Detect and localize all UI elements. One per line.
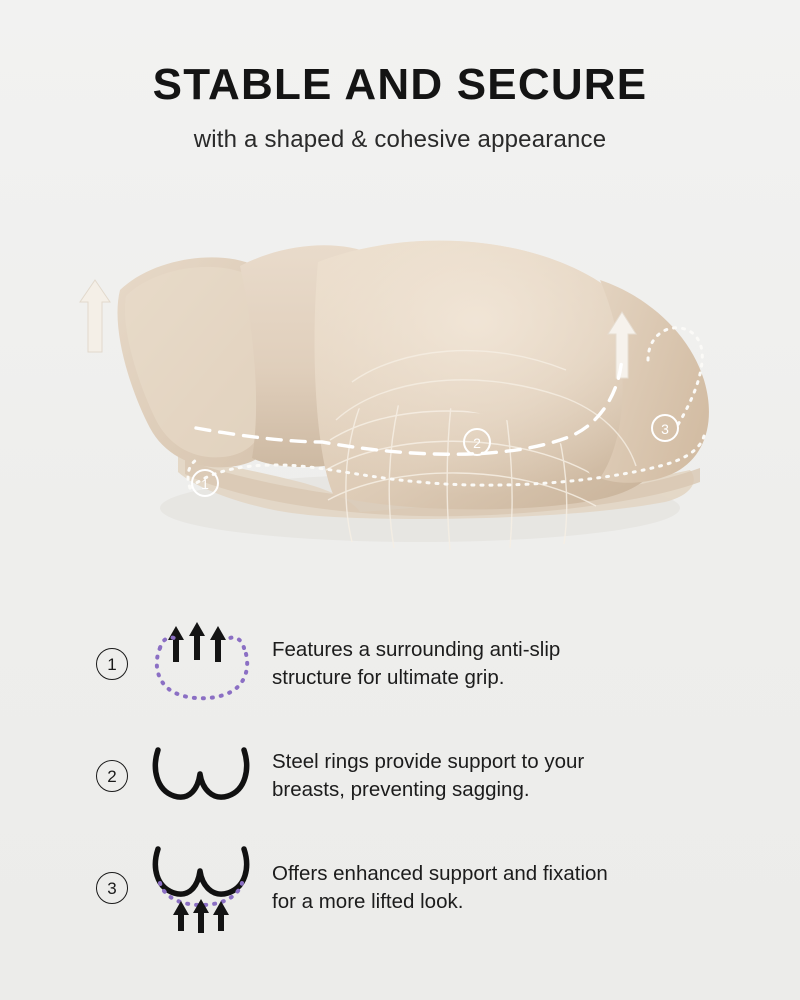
feature-text-line: Offers enhanced support and fixation: [272, 862, 608, 886]
list-item: [0, 608, 800, 720]
feature-text: [272, 860, 608, 915]
svg-text:2: 2: [473, 435, 481, 452]
lifted-support-cups-icon: [132, 840, 272, 936]
list-item: [0, 720, 800, 832]
page-subtitle: with a shaped & cohesive appearance: [193, 126, 607, 154]
feature-number: [92, 760, 132, 792]
feature-text-line: breasts, preventing sagging.: [272, 778, 530, 801]
feature-text-line: Features a surrounding anti-slip: [272, 638, 561, 662]
feature-number-badge: 2: [96, 760, 128, 792]
feature-number: [92, 872, 132, 904]
list-item: [0, 832, 800, 944]
steel-ring-cups-icon: [132, 728, 272, 824]
feature-number-badge: 1: [96, 648, 128, 680]
feature-list: [0, 608, 800, 944]
header: [0, 0, 800, 154]
anti-slip-arrows-icon: [132, 616, 272, 712]
page-title: STABLE AND SECURE: [152, 60, 648, 109]
feature-text: [272, 748, 584, 803]
lift-arrow-left: [80, 280, 110, 352]
feature-number-badge: 3: [96, 872, 128, 904]
feature-text-line: Steel rings provide support to your: [272, 750, 585, 774]
svg-text:1: 1: [201, 476, 209, 493]
feature-number: [92, 648, 132, 680]
svg-text:3: 3: [661, 421, 669, 438]
product-illustration: [0, 170, 800, 560]
feature-text: [272, 636, 560, 691]
feature-text-line: structure for ultimate grip.: [272, 666, 505, 689]
feature-text-line: for a more lifted look.: [272, 890, 464, 913]
